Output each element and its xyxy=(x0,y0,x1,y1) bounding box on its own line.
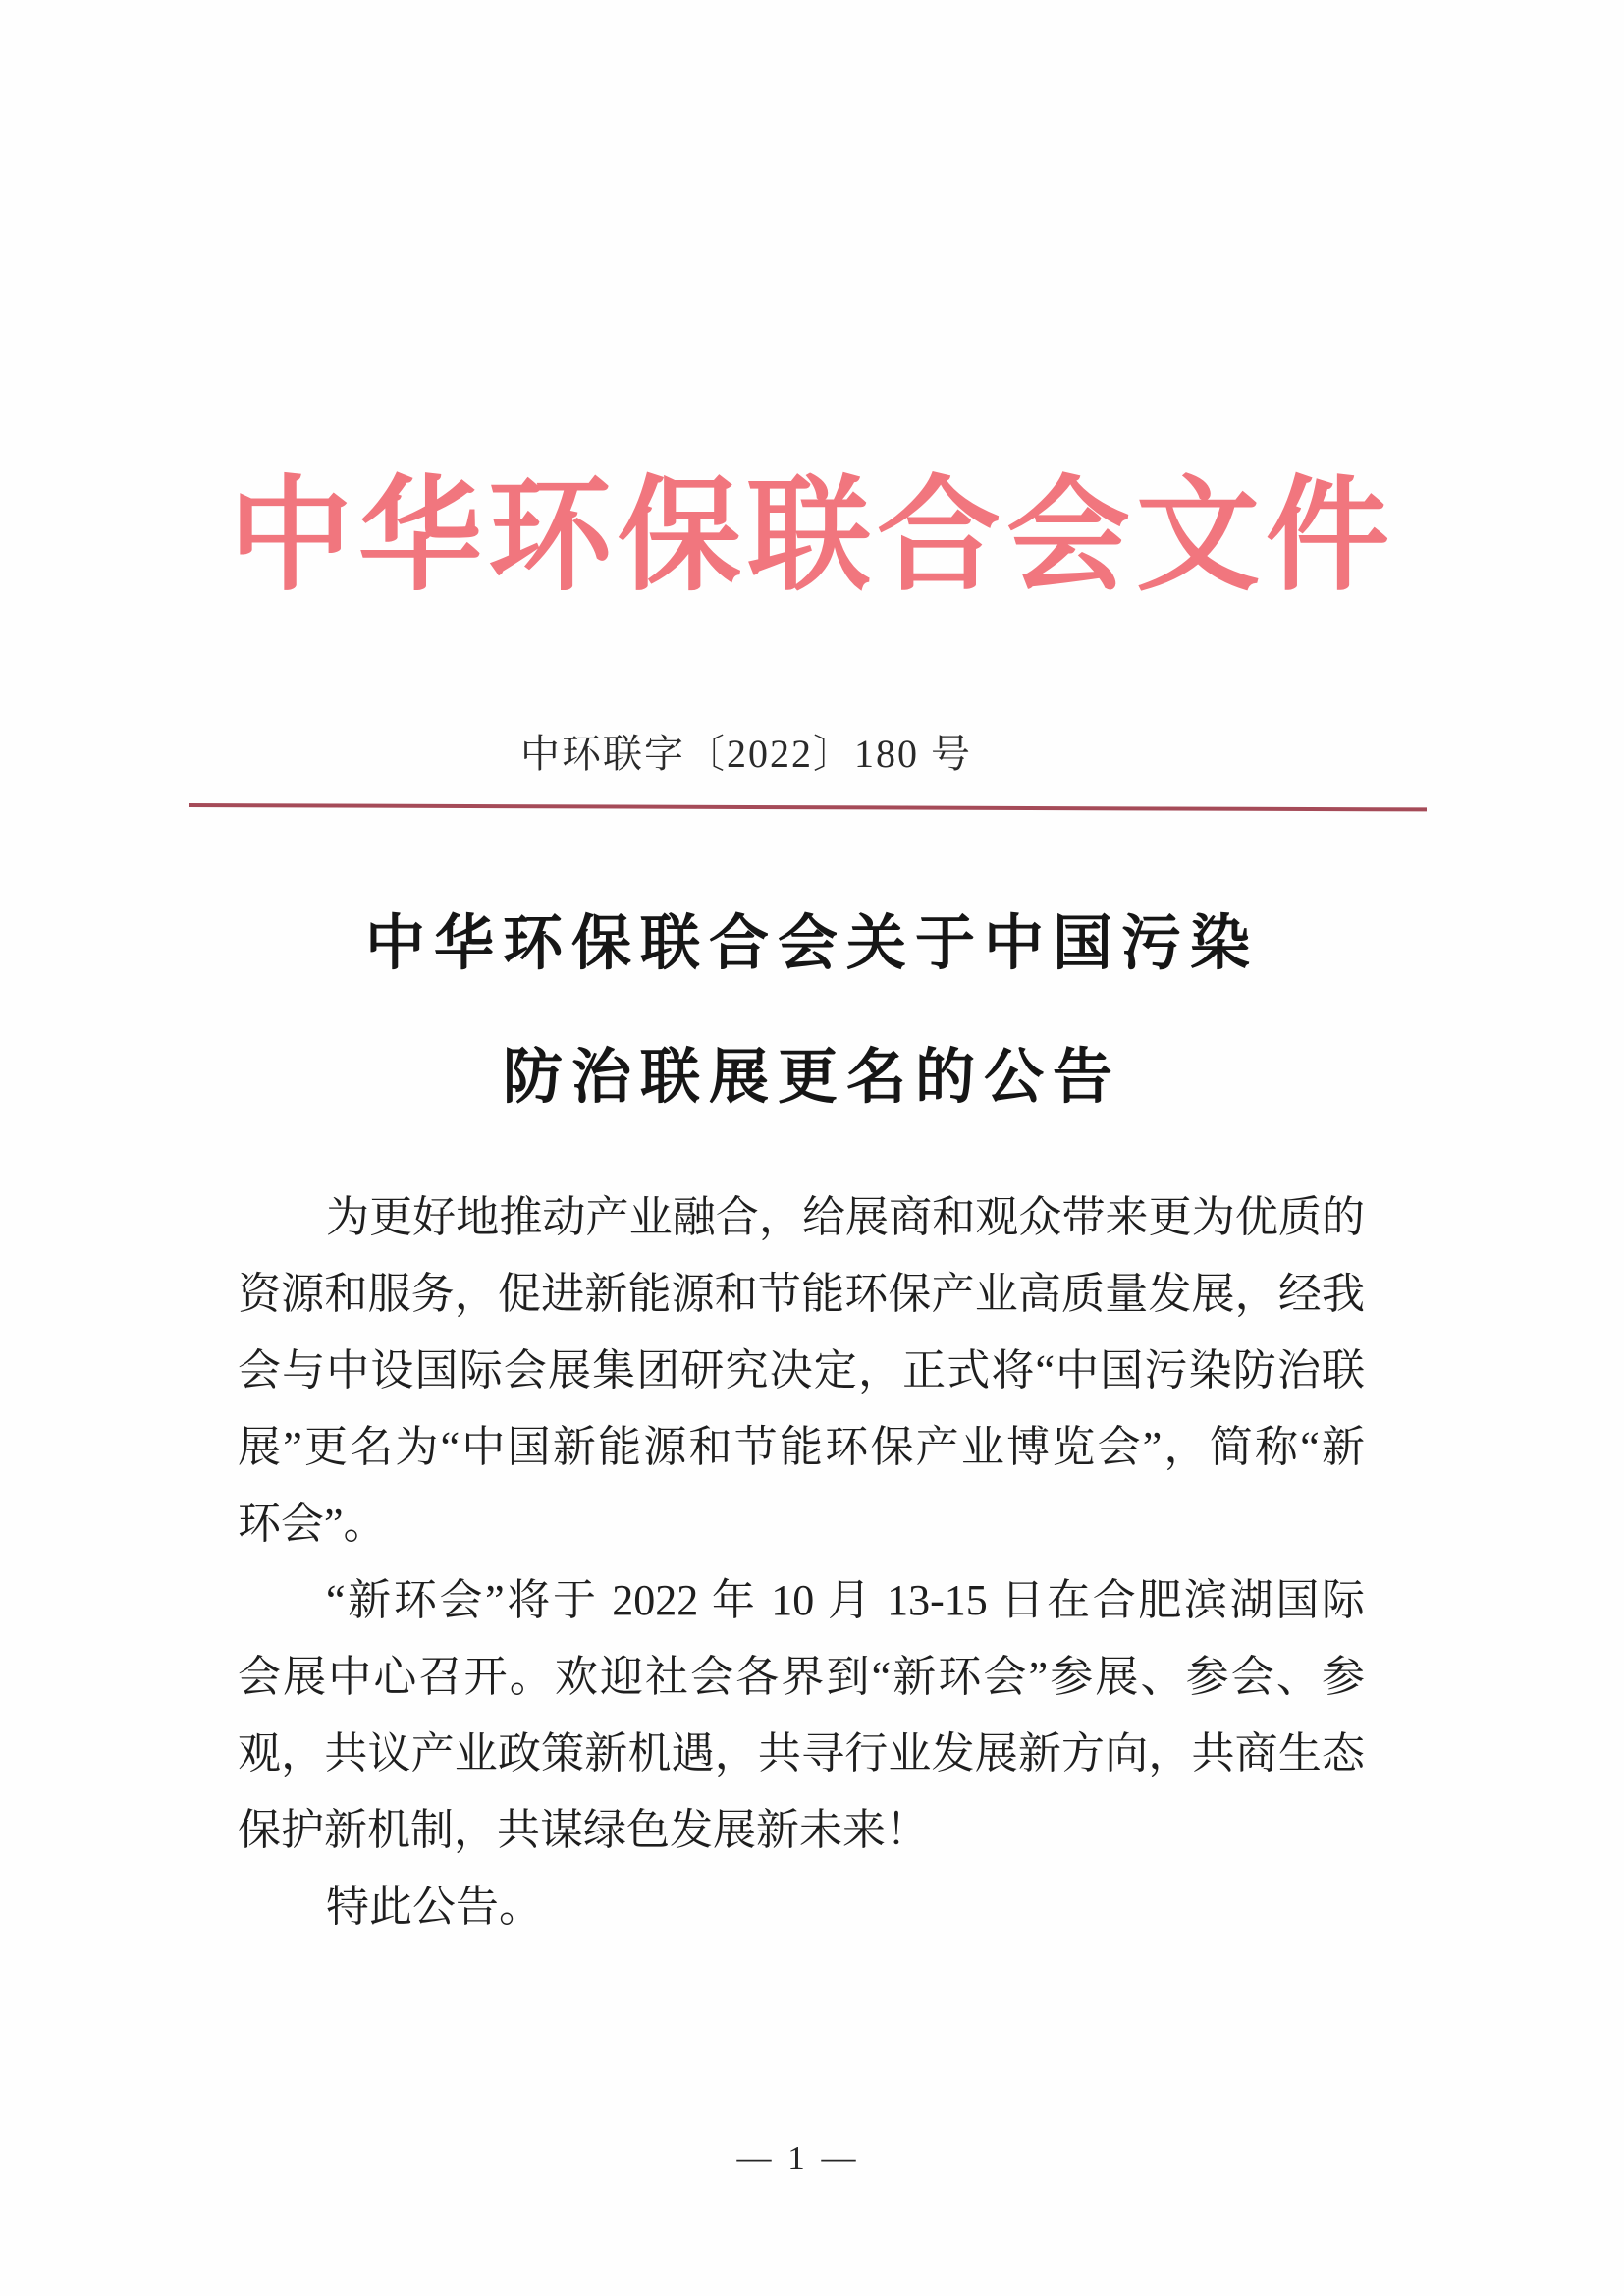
body-line: 展”更名为“中国新能源和节能环保产业博览会”，简称“新 xyxy=(238,1423,1365,1471)
body-line: 会展中心召开。欢迎社会各界到“新环会”参展、参会、参 xyxy=(238,1653,1365,1701)
page-number: — 1 — xyxy=(736,2139,860,2177)
body-line: 会与中设国际会展集团研究决定，正式将“中国污染防治联 xyxy=(238,1346,1365,1394)
notice-title-line-1: 中华环保联合会关于中国污染 xyxy=(364,911,1259,977)
document-reference-number: 中环联字〔2022〕180 号 xyxy=(520,732,972,776)
body-line: 保护新机制，共谋绿色发展新未来！ xyxy=(238,1806,929,1854)
body-line: 资源和服务，促进新能源和节能环保产业高质量发展，经我 xyxy=(238,1270,1365,1318)
notice-title-line-2: 防治联展更名的公告 xyxy=(502,1045,1121,1111)
body-line: 观，共议产业政策新机遇，共寻行业发展新方向，共商生态 xyxy=(238,1729,1365,1777)
body-line: 为更好地推动产业融合，给展商和观众带来更为优质的 xyxy=(326,1193,1365,1241)
body-line: 特此公告。 xyxy=(326,1883,542,1931)
body-line: 环会”。 xyxy=(238,1500,387,1548)
notice-title xyxy=(0,878,1624,1145)
notice-body xyxy=(238,1179,1365,1945)
body-line: “新环会”将于 2022 年 10 月 13-15 日在合肥滨湖国际 xyxy=(326,1576,1365,1624)
red-separator-line xyxy=(189,803,1427,811)
letterhead-org-title: 中华环保联合会文件 xyxy=(229,469,1395,606)
